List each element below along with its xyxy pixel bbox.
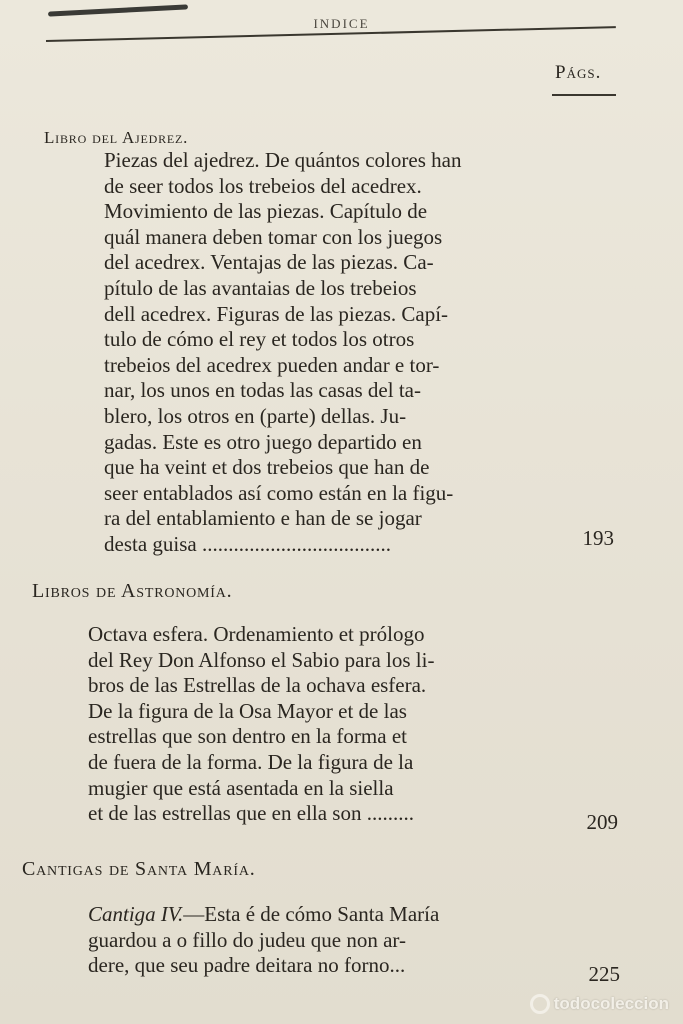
entry-line: Movimiento de las piezas. Capítulo de: [104, 199, 428, 224]
entry-line: [88, 902, 439, 928]
entry-line: De la figura de la Osa Mayor et de las: [88, 698, 407, 723]
entry-line: gadas. Este es otro juego departido en: [104, 429, 422, 454]
entry-line: dell acedrex. Figuras de las piezas. Capí-: [104, 301, 449, 326]
pages-column-rule: [552, 94, 616, 96]
entry-line: Piezas del ajedrez. De quántos colores han: [104, 148, 462, 172]
entry-line: Octava esfera. Ordenamiento et prólogo: [88, 622, 425, 646]
section-title-cantigas: Cantigas de Santa María.: [22, 858, 256, 880]
page-number-astronomia: 209: [586, 810, 618, 834]
entry-line: que ha veint et dos trebeios que han de: [104, 455, 430, 480]
section-title-astronomia: Libros de Astronomía.: [32, 580, 233, 602]
page-number-ajedrez: 193: [582, 526, 614, 550]
entry-line: tulo de cómo el rey et todos los otros: [104, 327, 415, 352]
entry-line: de seer todos los trebeios del acedrex.: [104, 173, 422, 198]
todocoleccion-logo-icon: [530, 994, 550, 1014]
entry-line: quál manera deben tomar con los juegos: [104, 224, 443, 249]
watermark-text: todocoleccion: [553, 994, 669, 1013]
entry-line: desta guisa ....................................: [104, 531, 391, 556]
entry-line: guardou a o fillo do judeu que non ar-: [88, 927, 406, 952]
entry-line: seer entablados así como están en la figu-: [104, 480, 454, 505]
entry-astronomia: [88, 622, 434, 827]
entry-line: et de las estrellas que en ella son .........: [88, 801, 414, 826]
entry-line: del Rey Don Alfonso el Sabio para los li-: [88, 647, 435, 672]
entry-ajedrez: [104, 148, 461, 558]
entry-line: nar, los unos en todas las casas del ta-: [104, 378, 421, 403]
watermark: [530, 994, 669, 1014]
entry-line: ra del entablamiento e han de se jogar: [104, 506, 422, 531]
section-title-ajedrez: Libro del Ajedrez.: [44, 128, 189, 147]
entry-line: dere, que seu padre deitara no forno...: [88, 953, 406, 978]
pages-column-label: Págs.: [555, 62, 602, 83]
page-number-cantigas: 225: [588, 962, 620, 986]
entry-line: mugier que está asentada en la siella: [88, 775, 394, 800]
entry-line: bros de las Estrellas de la ochava esfera.: [88, 673, 427, 698]
running-head: INDICE: [313, 16, 370, 31]
entry-line: trebeios del acedrex pueden andar e tor-: [104, 352, 440, 377]
entry-line: pítulo de las avantaias de los trebeios: [104, 275, 417, 300]
cantiga-label: Cantiga IV.: [88, 902, 184, 926]
cantiga-description: —Esta é de cómo Santa María: [183, 902, 440, 926]
entry-line: estrellas que son dentro en la forma et: [88, 724, 407, 749]
entry-line: del acedrex. Ventajas de las piezas. Ca-: [104, 250, 434, 275]
top-decorative-rule: [48, 4, 188, 16]
entry-cantigas: [88, 902, 439, 979]
entry-line: blero, los otros en (parte) dellas. Ju-: [104, 403, 407, 428]
entry-line: de fuera de la forma. De la figura de la: [88, 749, 414, 774]
